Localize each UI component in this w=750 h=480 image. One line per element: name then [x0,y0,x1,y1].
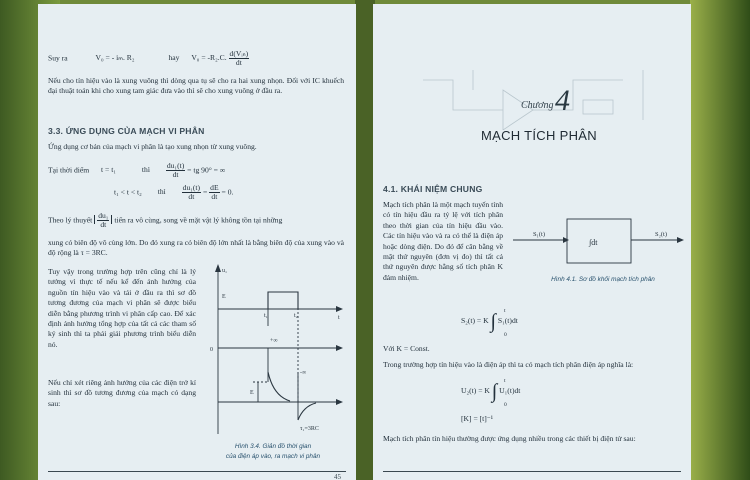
paragraph-5: Nếu chỉ xét riêng ảnh hưởng của các điện trở kí sinh thì sơ đồ tương đương của mạch có dạng sau: [48,378,196,408]
integrator-block-diagram [509,209,689,271]
eq-vo-2: V₀ = -R₂.C. [191,53,227,63]
paragraph-1: Nếu cho tín hiệu vào là xung vuông thì dòng qua tụ sẽ cho ra hai xung nhọn. Đối với IC khuếch đại thuật toán khi cho xung tam giác đưa vào thì sẽ cho xung vuông ở đầu ra. [48,76,344,96]
chapter-title: MẠCH TÍCH PHÂN [481,128,597,143]
section-heading-4-1: 4.1. KHÁI NIỆM CHUNG [383,184,483,194]
paragraph-3b: xung có biên độ vô cùng lớn. Do đó xung ra có biên độ lớn nhất là bằng biên độ của xung vào và độ rộng là τ = 3RC. [48,238,344,258]
page-number: 45 [334,473,341,480]
footer-rule [48,471,346,472]
eq-u2-upper: t [504,378,506,384]
eq-u2-lower: 0 [504,402,507,408]
eq-u2: U₂(t) = K ∫ U₁(t)dt [461,380,521,403]
chapter-number: 4 [555,84,570,117]
eq-k-unit: [K] = [t]⁻¹ [461,414,494,423]
eq-prefix: Suy ra [48,53,68,63]
eq-a: Tại thời điểm t = t₁ thì $\frac{\text{du₁(t)}}{dt}$ = tg 90° = ∞ [48,161,226,179]
timing-diagram [198,262,348,442]
fig-4-1-caption: Hình 4.1. Sơ đồ khối mạch tích phân [551,276,655,283]
eq-s2-lower: 0 [504,332,507,338]
fig-label-minus-inf: -∞ [300,370,307,376]
block-input-label: S₁(t) [533,231,546,238]
block-integral-symbol: ∫dt [589,238,598,247]
fig-label-u1: u₁ [222,268,228,274]
right-page [373,4,691,480]
paragraph-1: Mạch tích phân là một mạch tuyến tính có tín hiệu đầu ra tỷ lệ với tích phân theo thời gian của tín hiệu đầu vào. Các tín hiệu vào và ra có thể là điện áp hoặc dòng điện. Do đó để cân bằng về mặt thứ nguyên (đơn vị đo) thì tất cả thứ nguyên được hằng số tích phân K đảm nhiệm. [383,200,503,282]
paragraph-4: Tuy vậy trong trường hợp trên cũng chỉ là lý tưởng vì thực tế nếu kể đến ảnh hưởng của nguồn tín hiệu vào và tải ở đầu ra thì sơ đồ tương đương của mạch vi phân sẽ được biểu diễn bằng phương trình vi phân cấp cao. Để xác định ảnh hưởng tổng hợp của tất cả các tham số ký sinh thì ta phải giải phương trình biểu diễn nó. [48,267,196,349]
book-spine [355,0,375,480]
left-page [38,4,356,480]
chapter-word: Chương [521,100,554,111]
fig-label-t1: t₁ [264,313,268,319]
fig-label-plus-inf: +∞ [270,338,278,344]
fig-label-tau: τ₁=3RC [300,426,319,432]
fig-3-4-caption: Hình 3.4. Giản đồ thời gian của điện áp vào, ra mạch vi phân [225,443,321,460]
eq-b: t₁ < t < t₂ thì $\frac{\text{du₁(t)}}{dt}$ = $\frac{dE}{dt}$ = 0. [114,183,234,201]
paragraph-3: Mạch tích phân tín hiệu thường được ứng dụng nhiều trong các thiết bị điện tử sau: [383,434,636,443]
block-output-label: S₂(t) [655,231,668,238]
k-const-note: Với K = Const. [383,344,430,353]
fig-label-t: t [338,315,340,321]
fig-label-e2: E [250,390,254,396]
fig-label-e: E [222,294,226,300]
eq-hay: hay [168,53,180,63]
chapter-watermark-circuit [413,60,673,130]
eq-frac-1: $\frac{\text{d(Vᵢₙ)}}{dt}$ [229,49,249,67]
eq-s2: S₂(t) = K ∫ S₁(t)dt [461,310,518,333]
paragraph-2: Ứng dụng cơ bản của mạch vi phân là tạo xung nhọn từ xung vuông. [48,142,257,151]
paragraph-2: Trong trường hợp tín hiệu vào là điện áp thì ta có mạch tích phân điện áp nghĩa là: [383,360,634,369]
paragraph-3: Theo lý thuyết $\frac{\text{du₁}}{dt}$ tiến ra vô cùng, song về mặt vật lý không tồn tại những [48,211,283,229]
section-heading-3-3: 3.3. ỨNG DỤNG CỦA MẠCH VI PHÂN [48,126,205,136]
footer-rule [383,471,681,472]
eq-vo-1: V₀ = - iₘ. R₂ [95,53,135,63]
background-right [690,0,750,480]
fig-label-zero: 0 [210,347,213,353]
fig-label-t2: t₂ [294,313,298,319]
eq-s2-upper: t [504,308,506,314]
eq-line-1 [48,50,249,67]
